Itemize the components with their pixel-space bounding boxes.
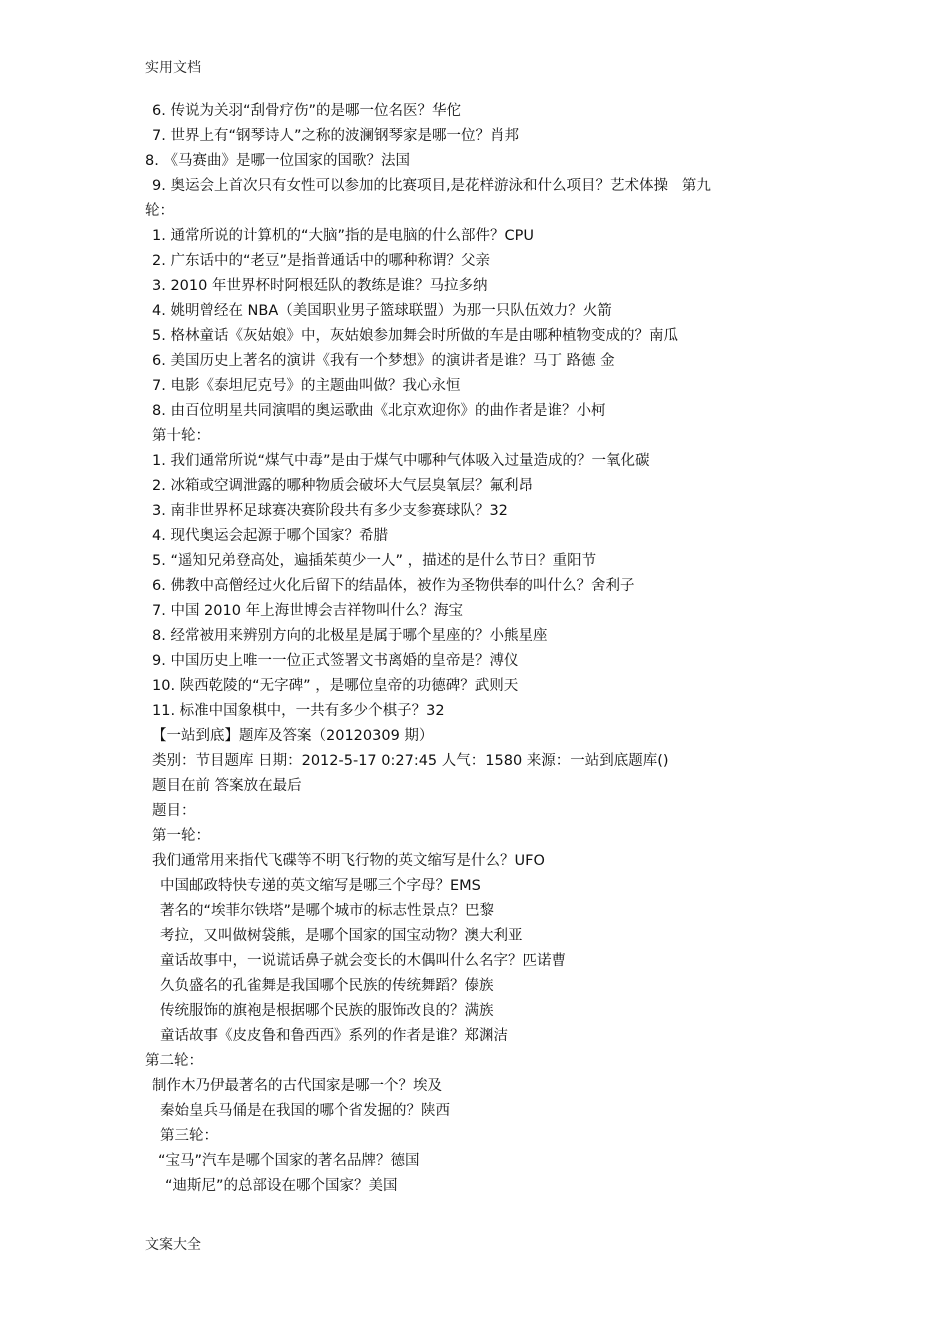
text-line: 考拉，又叫做树袋熊，是哪个国家的国宝动物？澳大利亚 xyxy=(160,928,523,944)
text-line: 童话故事《皮皮鲁和鲁西西》系列的作者是谁？郑渊洁 xyxy=(160,1028,508,1044)
text-line: 中国邮政特快专递的英文缩写是哪三个字母？EMS xyxy=(160,878,481,894)
section-heading: 第一轮： xyxy=(152,828,210,844)
text-line: 6. 美国历史上著名的演讲《我有一个梦想》的演讲者是谁？马丁 路德 金 xyxy=(152,353,615,369)
text-line: 7. 中国 2010 年上海世博会吉祥物叫什么？海宝 xyxy=(152,603,464,619)
text-line: 3. 2010 年世界杯时阿根廷队的教练是谁？马拉多纳 xyxy=(152,278,488,294)
text-line: 9. 奥运会上首次只有女性可以参加的比赛项目,是花样游泳和什么项目？艺术体操 第九 xyxy=(152,178,711,194)
section-heading: 第二轮： xyxy=(145,1053,203,1069)
text-line: 1. 通常所说的计算机的“大脑”指的是电脑的什么部件？CPU xyxy=(152,228,534,244)
text-line: 我们通常用来指代飞碟等不明飞行物的英文缩写是什么？UFO xyxy=(152,853,545,869)
text-line: 秦始皇兵马俑是在我国的哪个省发掘的？陕西 xyxy=(160,1103,450,1119)
text-line: 题目在前 答案放在最后 xyxy=(152,778,302,794)
text-line: 制作木乃伊最著名的古代国家是哪一个？埃及 xyxy=(152,1078,442,1094)
text-line: 童话故事中，一说谎话鼻子就会变长的木偶叫什么名字？匹诺曹 xyxy=(160,953,566,969)
text-line: 4. 现代奥运会起源于哪个国家？希腊 xyxy=(152,528,388,544)
text-line: 6. 佛教中高僧经过火化后留下的结晶体，被作为圣物供奉的叫什么？舍利子 xyxy=(152,578,635,594)
page-footer: 文案大全 xyxy=(145,1237,201,1253)
text-line: 8. 《马赛曲》是哪一位国家的国歌？法国 xyxy=(145,153,410,169)
text-line: 7. 世界上有“钢琴诗人”之称的波澜钢琴家是哪一位？肖邦 xyxy=(152,128,519,144)
section-heading: 第三轮： xyxy=(160,1128,218,1144)
text-line: 6. 传说为关羽“刮骨疗伤”的是哪一位名医？华佗 xyxy=(152,103,461,119)
text-line: 传统服饰的旗袍是根据哪个民族的服饰改良的？满族 xyxy=(160,1003,494,1019)
text-line: 8. 经常被用来辨别方向的北极星是属于哪个星座的？小熊星座 xyxy=(152,628,548,644)
text-line: 1. 我们通常所说“煤气中毒”是由于煤气中哪种气体吸入过量造成的？一氧化碳 xyxy=(152,453,650,469)
text-line: 8. 由百位明星共同演唱的奥运歌曲《北京欢迎你》的曲作者是谁？小柯 xyxy=(152,403,606,419)
text-line: 10. 陕西乾陵的“无字碑” ，是哪位皇帝的功德碑？武则天 xyxy=(152,678,519,694)
text-line: 久负盛名的孔雀舞是我国哪个民族的传统舞蹈？傣族 xyxy=(160,978,494,994)
section-heading: 第十轮： xyxy=(152,428,210,444)
text-line: 2. 冰箱或空调泄露的哪种物质会破坏大气层臭氧层？氟利昂 xyxy=(152,478,533,494)
text-line: “宝马”汽车是哪个国家的著名品牌？德国 xyxy=(158,1153,420,1169)
text-line: 5. “遥知兄弟登高处，遍插茱萸少一人” ，描述的是什么节日？重阳节 xyxy=(152,553,597,569)
text-line: 5. 格林童话《灰姑娘》中，灰姑娘参加舞会时所做的车是由哪种植物变成的？南瓜 xyxy=(152,328,678,344)
text-line: 7. 电影《泰坦尼克号》的主题曲叫做？我心永恒 xyxy=(152,378,461,394)
section-heading: 题目： xyxy=(152,803,196,819)
text-line: 11. 标准中国象棋中，一共有多少个棋子？32 xyxy=(152,703,445,719)
text-line: 著名的“埃菲尔铁塔”是哪个城市的标志性景点？巴黎 xyxy=(160,903,495,919)
text-line: 轮： xyxy=(145,203,174,219)
document-title: 【一站到底】题库及答案（20120309 期） xyxy=(152,728,434,744)
meta-line: 类别：节目题库 日期：2012-5-17 0:27:45 人气：1580 来源：一站到底题库() xyxy=(152,753,669,769)
text-line: 3. 南非世界杯足球赛决赛阶段共有多少支参赛球队？32 xyxy=(152,503,508,519)
page-header: 实用文档 xyxy=(145,60,201,76)
text-line: 2. 广东话中的“老豆”是指普通话中的哪种称谓？父亲 xyxy=(152,253,490,269)
text-line: 4. 姚明曾经在 NBA（美国职业男子篮球联盟）为那一只队伍效力？火箭 xyxy=(152,303,612,319)
text-line: “迪斯尼”的总部设在哪个国家？美国 xyxy=(165,1178,398,1194)
text-line: 9. 中国历史上唯一一位正式签署文书离婚的皇帝是？溥仪 xyxy=(152,653,519,669)
